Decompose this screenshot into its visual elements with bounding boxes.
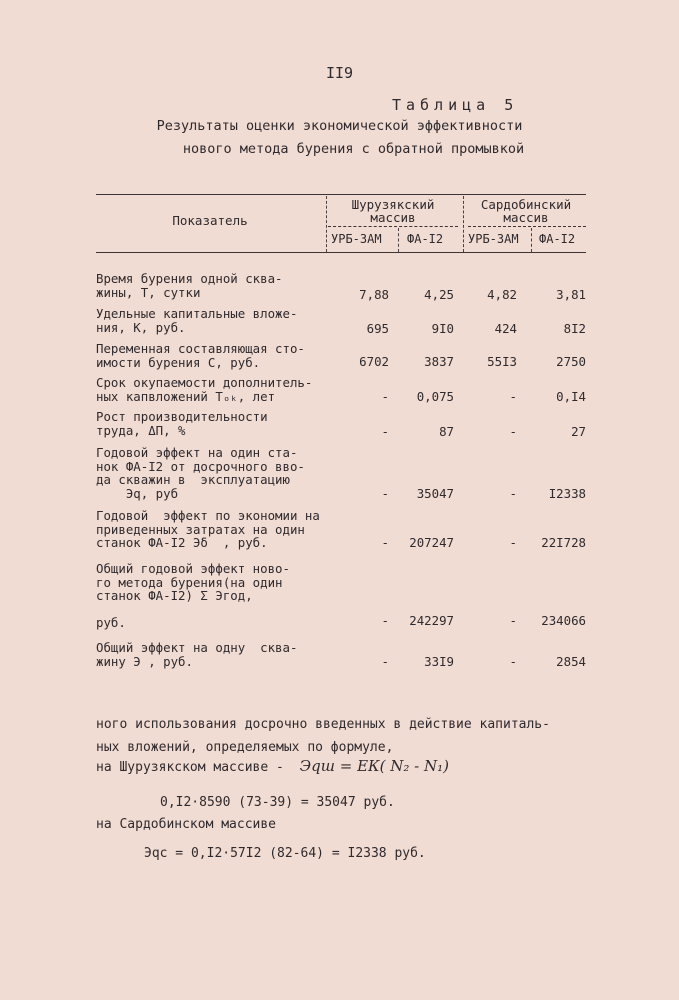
header-divider-1 (326, 196, 327, 252)
row-label: Годовой эффект по экономии на приведенных затратах на один станок ФА-I2 Эδ , руб. (96, 508, 320, 550)
cell-value: 0,075 (416, 389, 454, 404)
cell-value: 2854 (556, 654, 586, 669)
cell-value: 424 (494, 321, 517, 336)
cell-value: 7,88 (359, 287, 389, 302)
paragraph-line3-row (96, 759, 449, 776)
cell-value: - (509, 424, 517, 439)
header-group1-line2: массив (370, 210, 416, 225)
cell-value: 22I728 (541, 535, 586, 550)
header-sub2: ФА-I2 (407, 232, 444, 246)
row-label: Удельные капитальные вложе- ния, К, руб. (96, 306, 298, 335)
cell-value: 6702 (359, 354, 389, 369)
cell-value: 87 (439, 424, 454, 439)
table-label: Таблица 5 (392, 96, 519, 114)
header-sub1: УРБ-ЗАМ (331, 232, 382, 246)
header-group2-line1: Сардобинский (480, 197, 572, 212)
header-divider-3 (463, 196, 464, 252)
page-number: II9 (326, 64, 354, 82)
paragraph-line3: на Шурузякском массиве - (96, 760, 284, 775)
cell-value: 4,25 (424, 287, 454, 302)
cell-value: 33I9 (424, 654, 454, 669)
handwritten-formula: Эqш = ЕК( N₂ - N₁) (299, 757, 449, 775)
cell-value: - (509, 654, 517, 669)
paragraph-line2: ных вложений, определяемых по формуле, (96, 740, 394, 755)
formula-sardoba: Эqс = 0,I2·57I2 (82-64) = I2338 руб. (144, 846, 426, 861)
cell-value: - (381, 613, 389, 628)
cell-value: 27 (571, 424, 586, 439)
header-group1-line1: Шурузякский (351, 197, 435, 212)
cell-value: 4,82 (487, 287, 517, 302)
row-label: Общий годовой эффект ново- го метода бурения(на один станок ФА-I2) Σ Эгод, руб. (96, 561, 290, 630)
cell-value: - (509, 389, 517, 404)
cell-value: 35047 (416, 486, 454, 501)
header-group2-line2: массив (503, 210, 549, 225)
table-header-bottom-rule (96, 252, 586, 253)
cell-value: 242297 (409, 613, 454, 628)
cell-value: - (381, 486, 389, 501)
table-title-line1: Результаты оценки экономической эффективности (156, 118, 523, 134)
header-sub3: УРБ-ЗАМ (468, 232, 519, 246)
cell-value: 2750 (556, 354, 586, 369)
formula-shuruzyak: 0,I2·8590 (73-39) = 35047 руб. (160, 795, 395, 810)
cell-value: - (381, 389, 389, 404)
cell-value: 55I3 (487, 354, 517, 369)
cell-value: 695 (366, 321, 389, 336)
cell-value: 9I0 (431, 321, 454, 336)
table-top-rule (96, 194, 586, 195)
header-divider-4 (531, 228, 532, 252)
header-group1 (328, 198, 458, 224)
cell-value: 3837 (424, 354, 454, 369)
row-label: Переменная составляющая сто- имости бурения С, руб. (96, 341, 305, 370)
paragraph-line4: на Сардобинском массиве (96, 817, 277, 832)
cell-value: 8I2 (563, 321, 586, 336)
cell-value: - (509, 613, 517, 628)
row-label: Время бурения одной сква- жины, Т, сутки (96, 271, 283, 300)
cell-value: - (381, 654, 389, 669)
row-label: Рост производительности труда, ΔП, % (96, 409, 268, 438)
row-label: Годовой эффект на один ста- нок ФА-I2 от досрочного вво- да скважин в эксплуатацию Эq, руб (96, 445, 305, 501)
cell-value: - (381, 535, 389, 550)
header-indicator: Показатель (172, 213, 248, 228)
row-label: Срок окупаемости дополнитель- ных капвложений Тₒₖ, лет (96, 375, 313, 404)
header-group2 (466, 198, 586, 224)
cell-value: 207247 (409, 535, 454, 550)
cell-value: - (509, 486, 517, 501)
header-sub4: ФА-I2 (539, 232, 576, 246)
group1-underline (328, 226, 458, 227)
row-label: Общий эффект на одну сква- жину Э , руб. (96, 640, 298, 669)
cell-value: 3,81 (556, 287, 586, 302)
cell-value: - (509, 535, 517, 550)
header-divider-2 (398, 228, 399, 252)
cell-value: 0,I4 (556, 389, 586, 404)
paragraph-line1: ного использования досрочно введенных в действие капиталь- (96, 717, 550, 732)
cell-value: 234066 (541, 613, 586, 628)
group2-underline (468, 226, 586, 227)
table-title-line2: нового метода бурения с обратной промывкой (182, 141, 525, 157)
cell-value: I2338 (548, 486, 586, 501)
cell-value: - (381, 424, 389, 439)
